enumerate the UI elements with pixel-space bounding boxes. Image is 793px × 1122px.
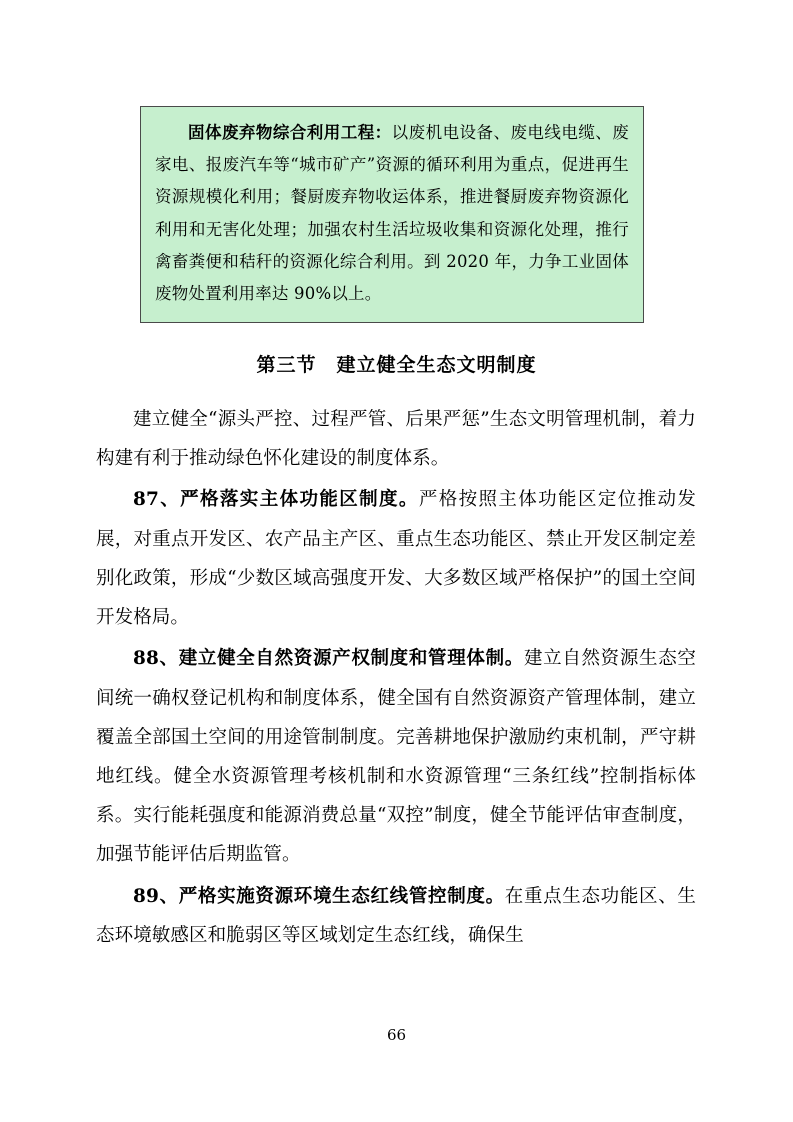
- paragraph-item-87: [96, 480, 696, 637]
- callout-body-text: 以废机电设备、废电线电缆、废家电、报废汽车等“城市矿产”资源的循环利用为重点，促进再生资源规模化利用；餐厨废弃物收运体系，推进餐厨废弃物资源化利用和无害化处理；加强农村生活垃圾收集和资源化处理，推行禽畜粪便和秸秆的资源化综合利用。到 2020 年，力争工业固体废物处置利用率达 90%以上。: [155, 123, 629, 303]
- body-content: [96, 400, 696, 955]
- paragraph-text-88: 建立自然资源生态空间统一确权登记机构和制度体系，健全国有自然资源资产管理体制，建立覆盖全部国土空间的用途管制制度。完善耕地保护激励约束机制，严守耕地红线。健全水资源管理考核机制和水资源管理“三条红线”控制指标体系。实行能耗强度和能源消费总量“双控”制度，健全节能评估审查制度，加强节能评估后期监管。: [96, 648, 696, 866]
- paragraph-text-89: 在重点生态功能区、生态环境敏感区和脆弱区等区域划定生态红线，确保生: [96, 885, 696, 946]
- highlighted-callout-box: [140, 106, 644, 323]
- page-number: 66: [386, 1026, 407, 1044]
- paragraph-item-89: [96, 877, 696, 955]
- paragraph-text: 建立健全“源头严控、过程严管、后果严惩”生态文明管理机制，着力构建有利于推动绿色怀化建设的制度体系。: [96, 409, 696, 470]
- paragraph-lead-89: 89、严格实施资源环境生态红线管控制度。: [133, 885, 505, 907]
- paragraph-lead-88: 88、建立健全自然资源产权制度和管理体制。: [133, 648, 524, 670]
- callout-paragraph: [155, 117, 629, 310]
- section-heading: 第三节 建立健全生态文明制度: [256, 354, 537, 376]
- paragraph-item-88: [96, 639, 696, 874]
- paragraph-intro: [96, 400, 696, 478]
- paragraph-text-87: 严格按照主体功能区定位推动发展，对重点开发区、农产品主产区、重点生态功能区、禁止开发区制定差别化政策，形成“少数区域高强度开发、大多数区域严格保护”的国土空间开发格局。: [96, 489, 697, 629]
- callout-lead-label: 固体废弃物综合利用工程：: [188, 123, 392, 142]
- paragraph-lead-87: 87、严格落实主体功能区制度。: [133, 489, 419, 511]
